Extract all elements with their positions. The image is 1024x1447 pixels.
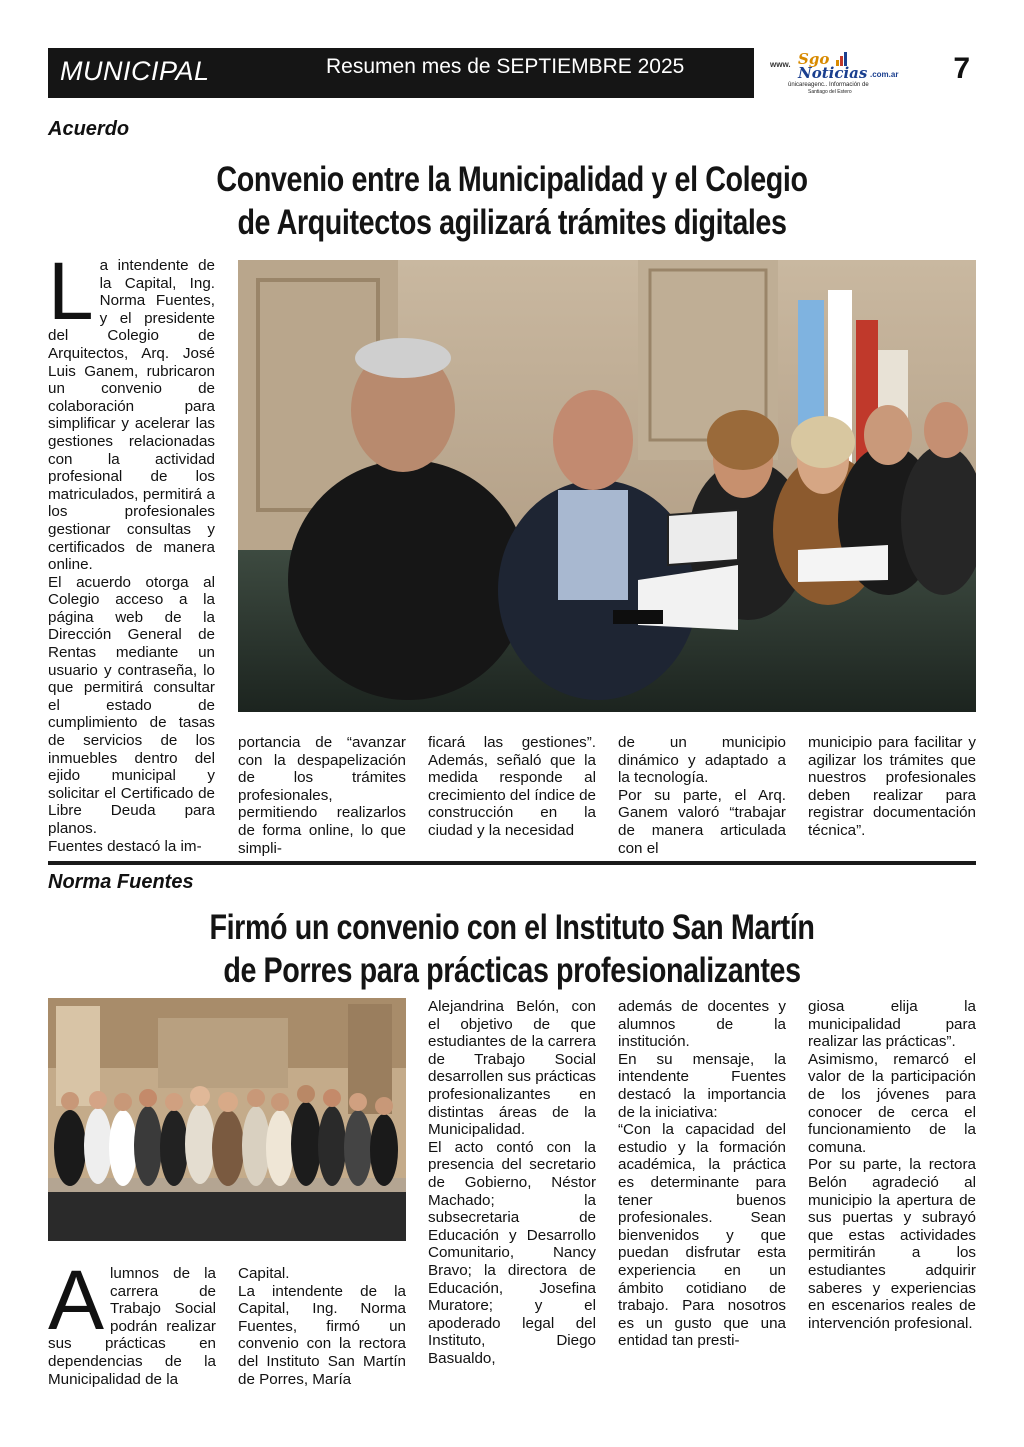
article1-dropcap: L: [48, 246, 94, 337]
article2-column-3: [428, 998, 596, 1367]
logo-tagline: ûnicareagenc.. Información de: [788, 82, 869, 88]
issue-label: Resumen mes de SEPTIEMBRE 2025: [326, 55, 685, 78]
article1-paragraph: Fuentes destacó la im-: [48, 837, 202, 855]
article1-paragraph: portancia de “avanzar con la despapelización de los trámites profesionales, permitiendo realizarlos de forma online, lo que simpli-: [238, 734, 406, 857]
article2-dropcap: A: [48, 1253, 105, 1347]
article2-paragraph: además de docentes y alumnos de la institución.: [618, 998, 786, 1051]
article2-column-2: [238, 1265, 406, 1388]
article2-paragraph: “Con la capacidad del estudio y la formación académica, la práctica es determinante para tener buenos profesionales. Sean bienvenidos y que puedan disfrutar esta experiencia en un ámbito cotidiano de trabajo. Para nosotros es un gusto que una entidad tan presti-: [618, 1121, 786, 1350]
article2-paragraph: Por su parte, la rectora Belón agradeció al municipio la apertura de sus puertas y subrayó que estas actividades permitirán a los estudiantes adquirir saberes y experiencias en escenarios reales de intervención profesional.: [808, 1156, 976, 1332]
article2-paragraph: La intendente de la Capital, Ing. Norma Fuentes, firmó un convenio con la rectora del Instituto San Martín de Porres, María: [238, 1282, 406, 1388]
article1-column-2: [238, 734, 406, 857]
page-header: [48, 48, 976, 98]
article2-kicker: Norma Fuentes: [48, 871, 194, 893]
article2-column-5: [808, 998, 976, 1332]
article1-kicker: Acuerdo: [48, 118, 130, 140]
logo-noticias: Noticias: [798, 64, 868, 82]
article2-paragraph: El acto contó con la presencia del secretario de Gobierno, Néstor Machado; la subsecretaria de Educación y Desarrollo Comunitario, Nancy Bravo; la directora de Educación, Josefina Muratore; y el apoderado legal del Instituto, Diego Basualdo,: [428, 1138, 596, 1367]
article1-signing-photo: [238, 260, 976, 712]
article2-column-1: [48, 1253, 216, 1388]
article2-paragraph: Capital.: [238, 1265, 290, 1282]
article1-paragraph: Por su parte, el Arq. Ganem valoró “trabajar de manera articulada con el: [618, 786, 786, 857]
article1-headline: [132, 158, 893, 244]
article1-paragraph: El acuerdo otorga al Colegio acceso a la página web de la Dirección General de Rentas mediante un usuario y contraseña, lo que permitirá consultar el estado de cumplimiento de tasas de servicios de los inmuebles dentro del ejido municipal y solicitar el Certificado de Libre Deuda para planos.: [48, 573, 215, 837]
article1-paragraph: de un municipio dinámico y adaptado a la tecnología.: [618, 734, 786, 787]
section-divider: [48, 861, 976, 865]
article1-column-3: [428, 734, 596, 840]
article2-group-photo: [48, 998, 406, 1241]
logo-tagline-location: Santiago del Estero: [808, 89, 852, 95]
sgo-noticias-logo: [766, 50, 926, 96]
page-number: 7: [953, 52, 970, 85]
article2-paragraph: Asimismo, remarcó el valor de la participación de los jóvenes para conocer de cerca el funcionamiento de la comuna.: [808, 1050, 976, 1156]
article2-headline-line2: de Porres para prácticas profesionalizantes: [223, 951, 801, 990]
logo-domain: .com.ar: [870, 70, 899, 79]
article2-headline-line1: Firmó un convenio con el Instituto San Martín: [209, 908, 815, 947]
article1-column-1: [48, 246, 215, 855]
article1-column-5: [808, 734, 976, 840]
article2-paragraph: giosa elija la municipalidad para realizar las prácticas”.: [808, 998, 976, 1051]
article2-column-4: [618, 998, 786, 1350]
section-label: MUNICIPAL: [60, 56, 210, 86]
article2-paragraph: lumnos de la carrera de Trabajo Social podrán realizar sus prácticas en dependencias de la Municipalidad de la: [48, 1265, 216, 1388]
article1-paragraph: municipio para facilitar y agilizar los trámites que nuestros profesionales deben realizar para registrar documentación técnica”.: [808, 734, 976, 839]
header-bar: [48, 48, 754, 98]
article1-paragraph: ficará las gestiones”. Además, señaló que la medida responde al crecimiento del índice de construcción en la ciudad y la necesidad: [428, 734, 596, 839]
article1-paragraph: a intendente de la Capital, Ing. Norma Fuentes, y el presidente del Colegio de Arquitectos, Arq. José Luis Ganem, rubricaron un convenio de colaboración para simplificar y acelerar las gestiones relacionadas con la actividad profesional de los matriculados, permitirá a los profesionales gestionar consultas y certificados de manera online.: [48, 257, 215, 574]
article2-paragraph: En su mensaje, la intendente Fuentes destacó la importancia de la iniciativa:: [618, 1050, 786, 1121]
article2-headline: [132, 906, 893, 992]
article1-headline-line1: Convenio entre la Municipalidad y el Colegio: [216, 160, 808, 199]
article2-paragraph: Alejandrina Belón, con el objetivo de que estudiantes de la carrera de Trabajo Social desarrollen sus prácticas profesionalizantes en distintas áreas de la Municipalidad.: [428, 998, 596, 1139]
logo-www: www.: [770, 60, 791, 69]
article1-headline-line2: de Arquitectos agilizará trámites digitales: [237, 203, 787, 242]
article1-column-4: [618, 734, 786, 857]
logo-sgo: Sgo: [798, 50, 830, 68]
